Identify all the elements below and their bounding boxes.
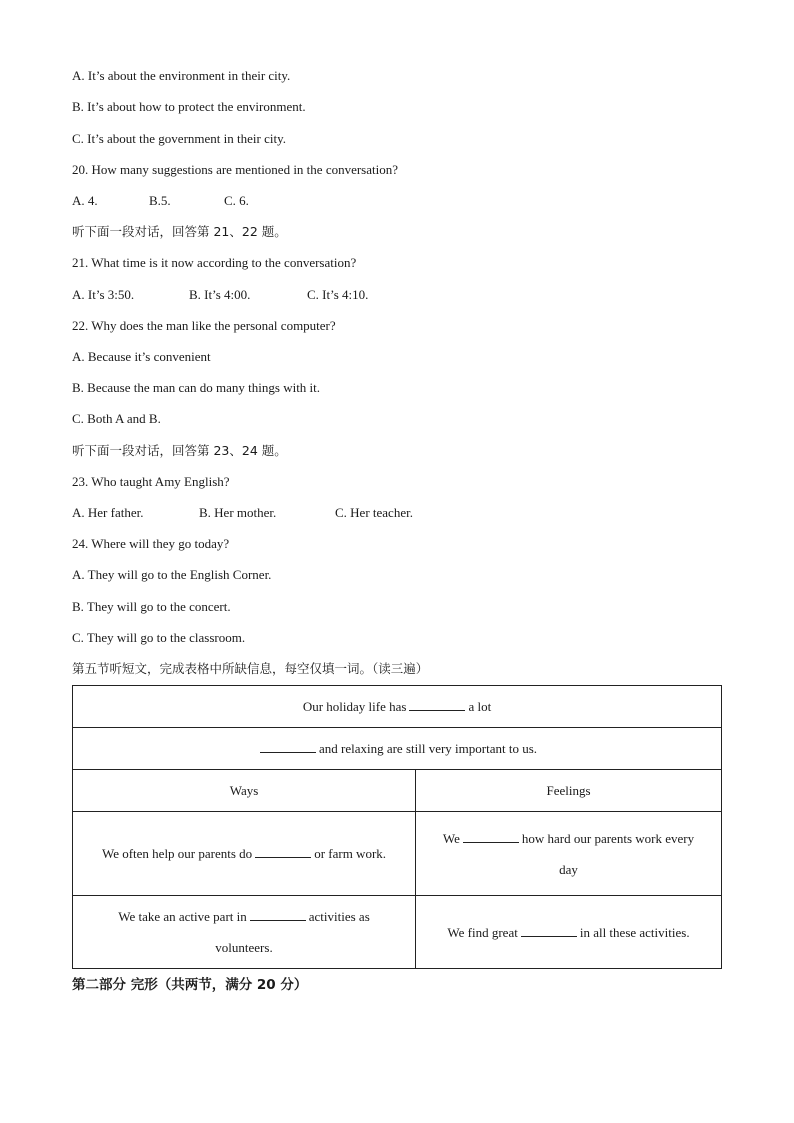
answer-blank-3[interactable] bbox=[255, 845, 311, 858]
r4-right-pre: We find great bbox=[447, 924, 518, 940]
q20-question: 20. How many suggestions are mentioned in the conversation? bbox=[72, 162, 399, 177]
q22-option-c: C. Both A and B. bbox=[72, 411, 161, 426]
q23-option-a: A. Her father. bbox=[72, 505, 144, 520]
cell-feelings-2 bbox=[416, 896, 722, 969]
header-ways: Ways bbox=[73, 770, 416, 812]
answer-blank-6[interactable] bbox=[521, 924, 577, 937]
r3-right-post: how hard our parents work every day bbox=[521, 830, 695, 877]
instruction-23-24: 听下面一段对话，回答第 23、24 题。 bbox=[72, 443, 287, 458]
table-row-relaxing bbox=[73, 728, 722, 770]
q23-option-b: B. Her mother. bbox=[199, 505, 277, 520]
r4-left-pre: We take an active part in bbox=[118, 909, 247, 924]
answer-blank-1[interactable] bbox=[409, 698, 465, 711]
q19-option-a: A. It’s about the environment in their city. bbox=[72, 68, 291, 83]
r3-left-pre: We often help our parents do bbox=[101, 846, 253, 861]
cell-ways-2 bbox=[73, 896, 416, 969]
r4-left-post: activities as volunteers. bbox=[215, 909, 370, 955]
q23-option-c: C. Her teacher. bbox=[335, 505, 413, 520]
q22-option-b: B. Because the man can do many things with it. bbox=[72, 380, 321, 395]
section5-instruction: 第五节听短文，完成表格中所缺信息，每空仅填一词。（读三遍） bbox=[72, 661, 429, 676]
answer-blank-2[interactable] bbox=[260, 740, 316, 753]
header-feelings: Feelings bbox=[416, 770, 722, 812]
q24-question: 24. Where will they go today? bbox=[72, 536, 230, 551]
q22-option-a: A. Because it’s convenient bbox=[72, 349, 211, 364]
table-row-holiday-life bbox=[73, 686, 722, 728]
row1-text-post: a lot bbox=[468, 699, 492, 714]
q20-option-a: A. 4. bbox=[72, 193, 98, 208]
answer-blank-5[interactable] bbox=[250, 908, 306, 921]
q24-option-b: B. They will go to the concert. bbox=[72, 599, 231, 614]
q21-option-b: B. It’s 4:00. bbox=[189, 287, 251, 302]
part2-heading: 第二部分 完形（共两节，满分 20 分） bbox=[72, 977, 308, 993]
q21-option-c: C. It’s 4:10. bbox=[307, 287, 369, 302]
answer-blank-4[interactable] bbox=[463, 830, 519, 843]
r4-right-post: in all these activities. bbox=[579, 924, 690, 940]
q19-option-b: B. It’s about how to protect the environment. bbox=[72, 99, 306, 114]
r3-right-pre: We bbox=[442, 830, 460, 846]
q20-option-c: C. 6. bbox=[224, 193, 249, 208]
row1-text-pre: Our holiday life has bbox=[302, 699, 407, 714]
cell-ways-1 bbox=[73, 812, 416, 896]
row2-text-post: and relaxing are still very important to us. bbox=[318, 741, 538, 756]
cell-feelings-1 bbox=[416, 812, 722, 896]
instruction-21-22: 听下面一段对话，回答第 21、22 题。 bbox=[72, 224, 287, 239]
listening-table bbox=[72, 685, 722, 969]
q22-question: 22. Why does the man like the personal computer? bbox=[72, 318, 336, 333]
q24-option-a: A. They will go to the English Corner. bbox=[72, 567, 272, 582]
q20-option-b: B.5. bbox=[149, 193, 171, 208]
r3-left-post: or farm work. bbox=[314, 846, 387, 861]
q24-option-c: C. They will go to the classroom. bbox=[72, 630, 246, 645]
q21-question: 21. What time is it now according to the conversation? bbox=[72, 255, 357, 270]
q21-option-a: A. It’s 3:50. bbox=[72, 287, 135, 302]
q23-question: 23. Who taught Amy English? bbox=[72, 474, 230, 489]
q19-option-c: C. It’s about the government in their city. bbox=[72, 131, 286, 146]
